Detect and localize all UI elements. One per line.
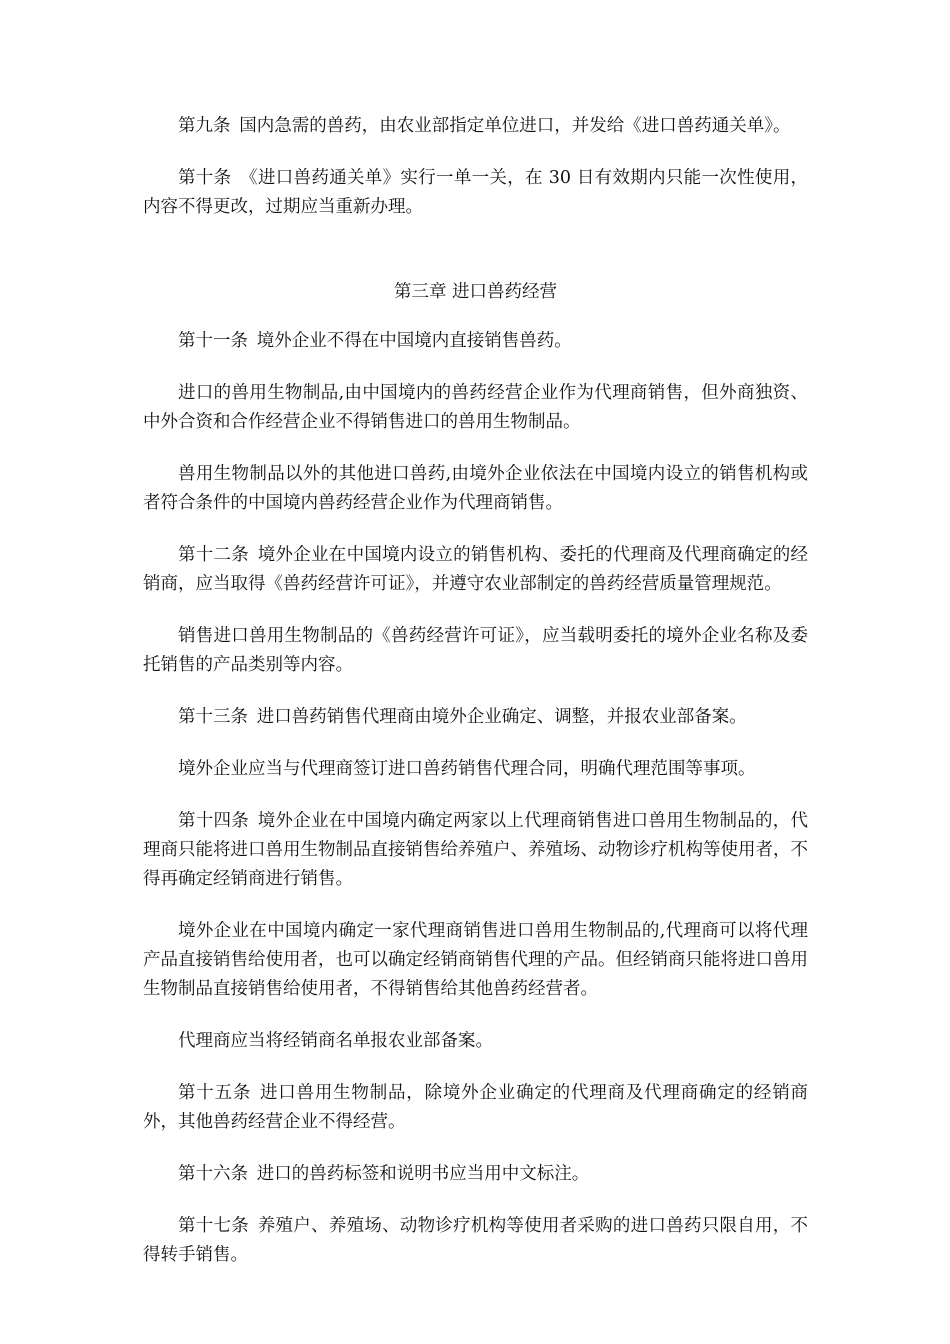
chapter-heading: 第三章 进口兽药经营	[393, 282, 558, 302]
article-text: 境外企业在中国境内设立的销售机构、委托的代理商及代理商确定的经销商，应当取得《兽药经营许可证》，并遵守农业部制定的兽药经营质量管理规范。	[143, 545, 808, 594]
article-13	[143, 703, 808, 732]
paragraph: 进口的兽用生物制品,由中国境内的兽药经营企业作为代理商销售，但外商独资、中外合资和合作经营企业不得销售进口的兽用生物制品。	[143, 383, 808, 432]
article-9	[143, 112, 808, 141]
article-number: 第十七条	[178, 1216, 250, 1236]
article-text: 境外企业在中国境内确定两家以上代理商销售进口兽用生物制品的，代理商只能将进口兽用生物制品直接销售给养殖户、养殖场、动物诊疗机构等使用者，不得再确定经销商进行销售。	[143, 811, 808, 889]
article-text: 养殖户、养殖场、动物诊疗机构等使用者采购的进口兽药只限自用，不得转手销售。	[143, 1216, 808, 1265]
article-17	[143, 1212, 808, 1270]
paragraph: 境外企业应当与代理商签订进口兽药销售代理合同，明确代理范围等事项。	[178, 759, 756, 779]
article-text: 进口兽药销售代理商由境外企业确定、调整，并报农业部备案。	[256, 707, 747, 727]
article-number: 第十四条	[178, 811, 250, 831]
article-number: 第十五条	[178, 1083, 252, 1103]
article-number: 第十条	[178, 168, 232, 188]
paragraph: 代理商应当将经销商名单报农业部备案。	[178, 1031, 493, 1051]
article-text: 境外企业不得在中国境内直接销售兽药。	[256, 331, 572, 351]
article-15	[143, 1079, 808, 1137]
document-body	[143, 112, 808, 1293]
article-10	[143, 164, 808, 222]
article-number: 第九条	[178, 116, 231, 136]
article-16	[143, 1160, 808, 1189]
article-text: 进口的兽药标签和说明书应当用中文标注。	[256, 1164, 590, 1184]
article-number: 第十二条	[178, 545, 250, 565]
article-number: 第十一条	[178, 331, 248, 351]
article-11	[143, 327, 808, 356]
paragraph: 境外企业在中国境内确定一家代理商销售进口兽用生物制品的,代理商可以将代理产品直接销售给使用者，也可以确定经销商销售代理的产品。但经销商只能将进口兽用生物制品直接销售给使用者，不得销售给其他兽药经营者。	[143, 921, 808, 999]
article-14	[143, 807, 808, 894]
article-number: 第十三条	[178, 707, 248, 727]
paragraph: 兽用生物制品以外的其他进口兽药,由境外企业依法在中国境内设立的销售机构或者符合条件的中国境内兽药经营企业作为代理商销售。	[143, 464, 808, 513]
article-text: 进口兽用生物制品，除境外企业确定的代理商及代理商确定的经销商外，其他兽药经营企业不得经营。	[143, 1083, 809, 1132]
article-text: 国内急需的兽药，由农业部指定单位进口，并发给《进口兽药通关单》。	[239, 116, 791, 136]
article-number: 第十六条	[178, 1164, 248, 1184]
paragraph: 销售进口兽用生物制品的《兽药经营许可证》，应当载明委托的境外企业名称及委托销售的产品类别等内容。	[143, 626, 808, 675]
article-text: 《进口兽药通关单》实行一单一关，在 30 日有效期内只能一次性使用，内容不得更改，过期应当重新办理。	[143, 168, 808, 217]
article-12	[143, 541, 808, 599]
